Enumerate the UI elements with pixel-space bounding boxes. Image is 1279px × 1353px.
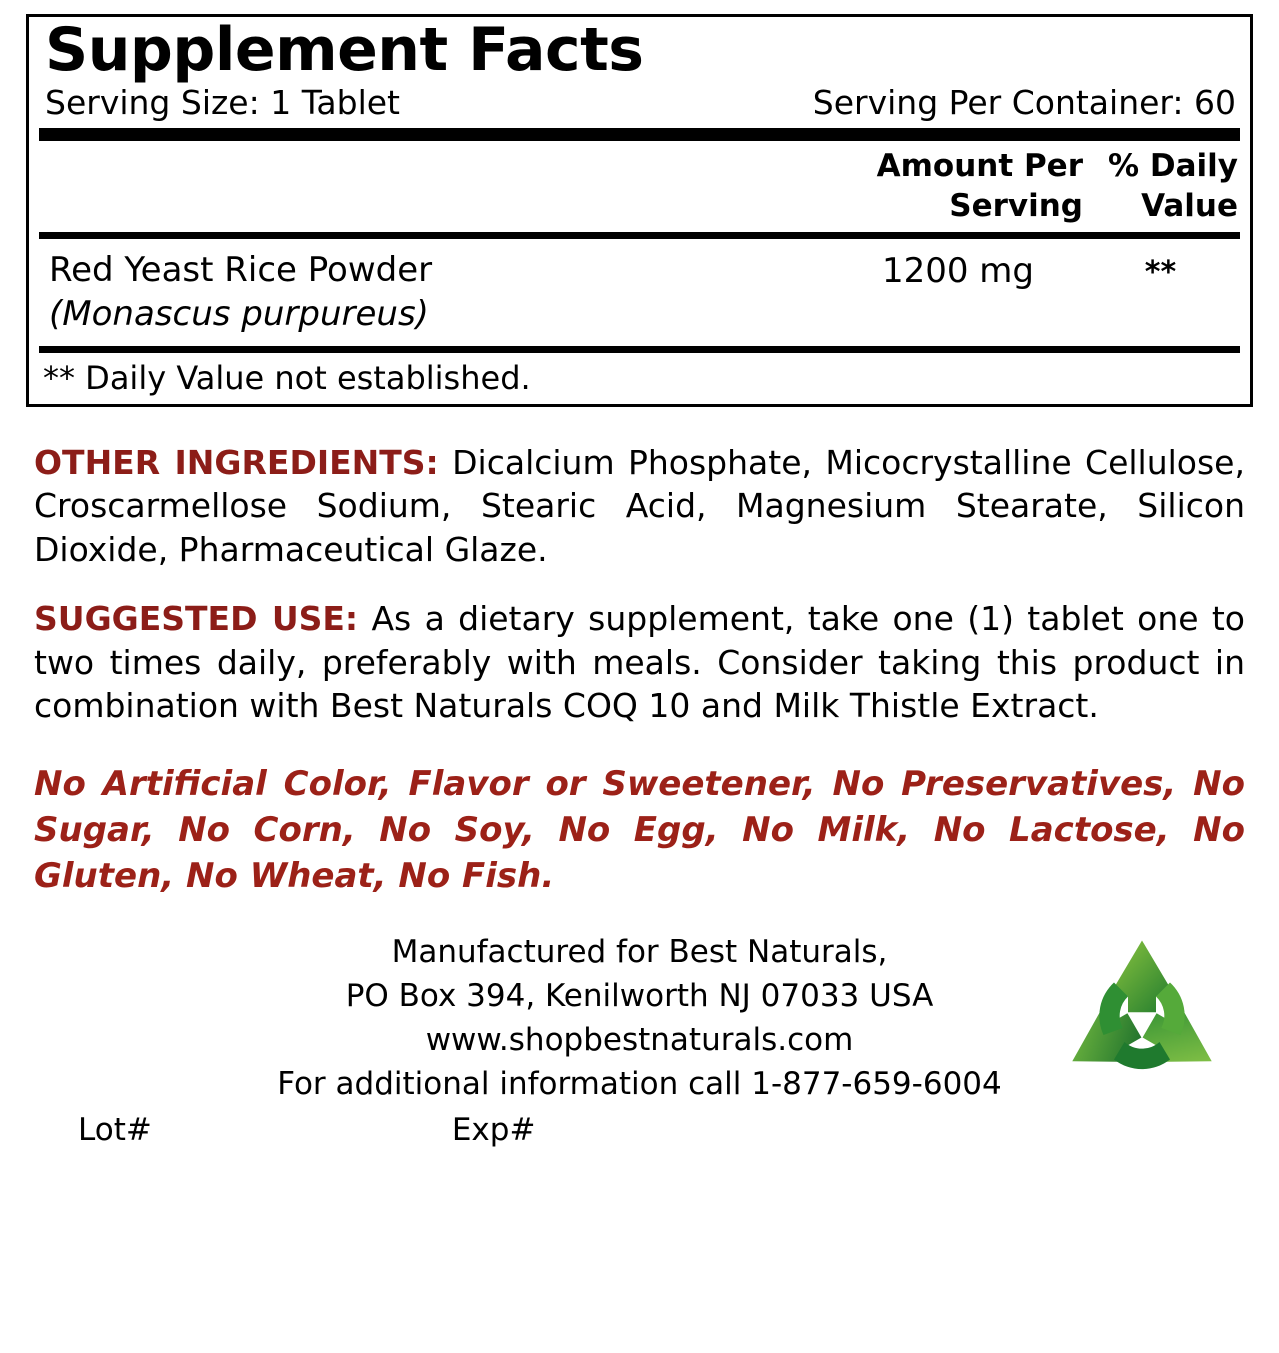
manufacturer-footer [20, 930, 1259, 1152]
manufacturer-line: Manufactured for Best Naturals, [391, 933, 888, 970]
divider-thick-top [39, 128, 1240, 141]
recycle-icon [1047, 930, 1237, 1105]
column-headers [39, 141, 1240, 232]
lot-exp-row [20, 1108, 1259, 1152]
servings-per-container: Serving Per Container: 60 [812, 83, 1236, 122]
other-ingredients-text: Dicalcium Phosphate, Micocrystalline Cellulose, Croscarmellose Sodium, Stearic Acid, Magnesium Stearate, Silicon Dioxide, Pharmaceutical Glaze. [34, 442, 1245, 569]
serving-size: Serving Size: 1 Tablet [45, 83, 400, 122]
nutrient-daily-value: ** [1144, 255, 1177, 291]
daily-value-footnote: ** Daily Value not established. [43, 359, 531, 398]
nutrient-latin-name: (Monascus purpureus) [49, 293, 429, 334]
suggested-use-text: As a dietary supplement, take one (1) tablet one to two times daily, preferably with meals. Consider taking this product in combination with Best Naturals COQ 10 and Milk Thistle Extract. [34, 599, 1245, 726]
contact-phone: For additional information call 1-877-659-6004 [277, 1065, 1002, 1102]
exp-date-label: Exp# [451, 1111, 536, 1148]
divider-med-bottom [39, 346, 1240, 353]
manufacturer-address: PO Box 394, Kenilworth NJ 07033 USA [345, 977, 934, 1014]
nutrient-amount: 1200 mg [881, 251, 1035, 292]
website[interactable]: www.shopbestnaturals.com [425, 1021, 854, 1058]
supplement-facts-panel [26, 14, 1253, 407]
daily-value-header: % Daily Value [1108, 147, 1238, 224]
other-ingredients-block [34, 441, 1245, 572]
serving-row [45, 84, 1236, 122]
free-from-claims: No Artificial Color, Flavor or Sweetener, No Preservatives, No Sugar, No Corn, No Soy, No Egg, No Milk, No Lactose, No Gluten, No Wheat, No Fish. [34, 763, 1245, 896]
table-row [39, 239, 1240, 346]
other-ingredients-label: OTHER INGREDIENTS: [34, 442, 439, 482]
suggested-use-label: SUGGESTED USE: [34, 599, 359, 639]
amount-per-serving-header: Amount Per Serving [876, 147, 1083, 224]
panel-title: Supplement Facts [45, 15, 644, 85]
suggested-use-block [34, 597, 1245, 728]
lot-number-label: Lot# [78, 1111, 152, 1148]
divider-med [39, 232, 1240, 239]
nutrient-name: Red Yeast Rice Powder (Monascus purpureus) [39, 249, 833, 336]
